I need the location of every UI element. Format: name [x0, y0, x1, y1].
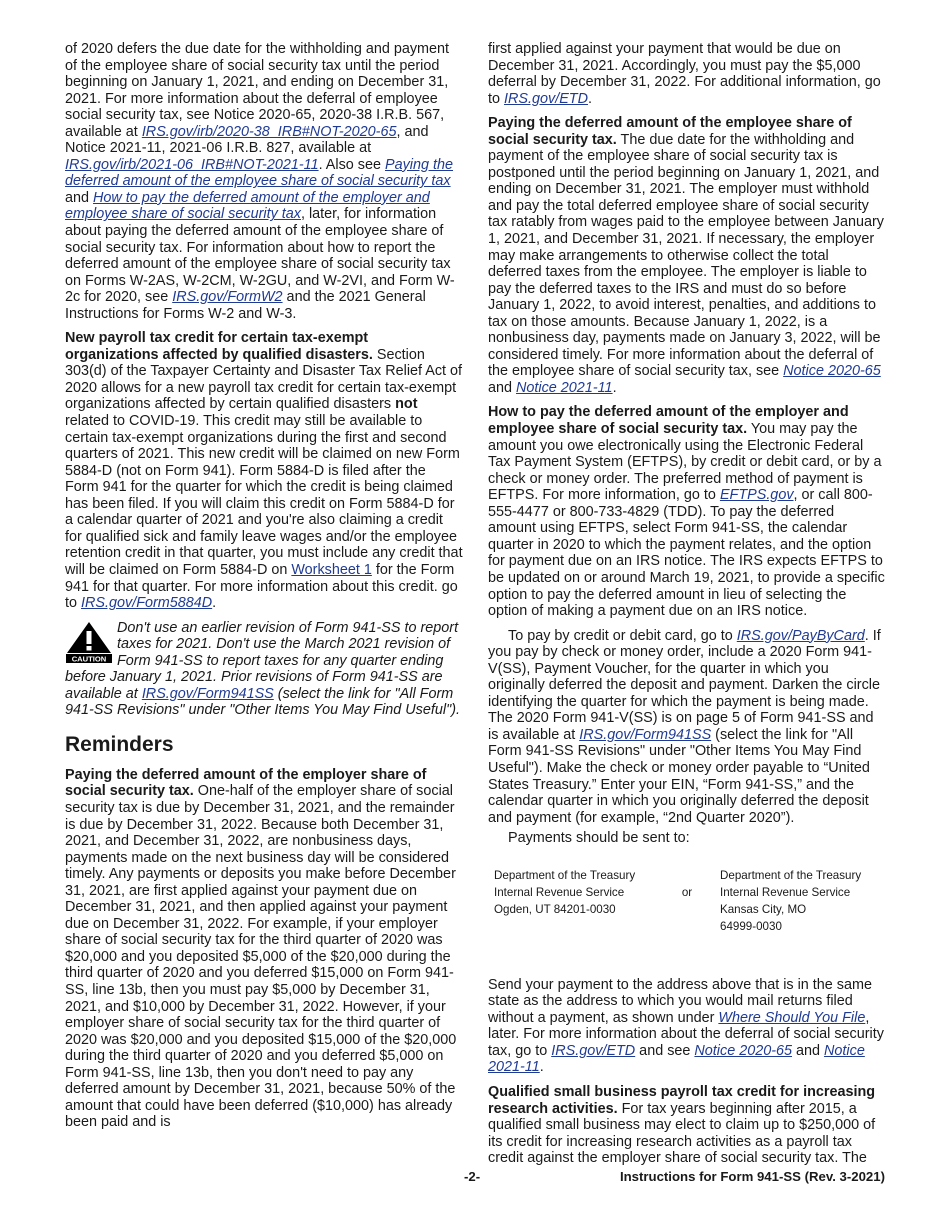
paragraph-credit-card: To pay by credit or debit card, go to IRS.gov/PayByCard. If you pay by check or money order, include a 2020 Form 941-V(SS), Payment Voucher, for the quarter in which you originally deferred the deposit and payment. Darken the circle identifying the quarter for which the payment is being made. The 2020 Form 941-V(SS) is on page 5 of Form 941-SS and is available at IRS.gov/Form941SS (select the link for "All Form 941-SS Revisions" under "Other Items You May Find Useful"). Make the check or money order payable to “United States Treasury.” Enter your EIN, “Form 941-SS,” and the calendar quarter in which you originally deferred the deposit and payment (for example, “2nd Quarter 2020”).	[488, 627, 881, 826]
paragraph-heading: Qualified small business payroll tax credit for increasing research activities.	[488, 1083, 876, 1117]
paragraph-employee-share: Paying the deferred amount of the employee share of social security tax. The due date for the withholding and payment of the employee share of social security tax is postponed until the period beginning on January 1, 2021, and ending on December 31, 2021. The employer must withhold and pay the total deferred employee share of social security tax ratably from wages paid to the employee between January 1, 2021, and December 31, 2021. If necessary, the employer may make arrangements to otherwise collect the total deferred taxes from the employee. The employer is liable to pay the deferred taxes to the IRS and must do so before January 1, 2022, to avoid interest, penalties, and additions to tax on those amounts. Because January 1, 2022, is a nonbusiness day, payments made on January 3, 2022, will be considered timely. For more information about the deferral of the employee share of social security tax, see Notice 2020-65 and Notice 2021-11.	[488, 115, 884, 396]
left-column	[65, 41, 463, 1139]
link-irs-form5884d[interactable]: IRS.gov/Form5884D	[81, 595, 213, 612]
paragraph-send-payment: Send your payment to the address above that is in the same state as the address to which you would mail returns filed without a payment, as shown under Where Should You File, later. For more information about the deferral of social security tax, go to IRS.gov/ETD and see Notice 2020-65 and Notice 2021-11.	[488, 976, 884, 1076]
link-notice-2021-11[interactable]: Notice 2021-11	[516, 379, 613, 396]
link-where-should-you-file[interactable]: Where Should You File	[718, 1009, 866, 1026]
link-irs-etd[interactable]: IRS.gov/ETD	[504, 90, 588, 107]
paragraph-how-to-pay: How to pay the deferred amount of the employer and employee share of social security tax. You may pay the amount you owe electronically using the Electronic Federal Tax Payment System (EFTPS), by credit or debit card, or by a check or money order. The preferred method of payment is EFTPS. For more information, go to EFTPS.gov, or call 800-555-4477 or 800-733-4829 (TDD). To pay the deferred amount using EFTPS, select Form 941-SS, the calendar quarter in 2020 to which the payment relates, and the option for payment due on an IRS notice. The IRS expects EFTPS to be updated on or around March 19, 2021, to provide a specific option to pay the deferred amount in lieu of selecting the option of making a payment due on an IRS notice.	[488, 404, 885, 620]
paragraph-employer-share: Paying the deferred amount of the employer share of social security tax. One-half of the employer share of social security tax is due by December 31, 2021, and the remainder is due by December 31, 2022. Because both December 31, 2021, and December 31, 2022, are nonbusiness days, payments made on the next business day will be considered timely. Any payments or deposits you make before December 31, 2021, are first applied against your payment due on December 31, 2021, and then applied against your payment due on December 31, 2022. For example, if your employer share of social security tax for the third quarter of 2020 was $20,000 and you deposited $5,000 of the $20,000 during the third quarter of 2020 and you deferred $15,000 on Form 941-SS, line 13b, then you must pay $5,000 by December 31, 2021, and $10,000 by December 31, 2022. However, if your employer share of social security tax for the third quarter of 2020 was $20,000 and you deposited $15,000 of the $20,000 during the third quarter of 2020 and you deferred $5,000 on Form 941-SS, line 13b, then you don't need to pay any deferred amount by December 31, 2021, because 50% of the amount that could have been deferred ($10,000) has already been paid and is	[65, 766, 457, 1131]
link-notice-2020-65[interactable]: Notice 2020-65	[783, 363, 881, 380]
mailing-addresses	[494, 867, 880, 935]
paragraph-new-payroll-credit: New payroll tax credit for certain tax-exempt organizations affected by qualified disasters. Section 303(d) of the Taxpayer Certainty and Disaster Tax Relief Act of 2020 allows for a new payroll tax credit for certain tax-exempt organizations affected by certain qualified disasters not related to COVID-19. This credit may still be available to certain tax-exempt organizations during the first and second quarters of 2021. This new credit will be claimed on new Form 5884-D (not on Form 941). Form 5884-D is filed after the Form 941 for the quarter for which the credit is being claimed has been filed. If you will claim this credit on Form 5884-D for a calendar quarter of 2021 and you're also claiming a credit for qualified sick and family leave wages and/or the employee retention credit in that quarter, you must include any credit that will be claimed on Form 5884-D on Worksheet 1 for the Form 941 for that quarter. For more information about this credit. go to IRS.gov/Form5884D.	[65, 330, 463, 612]
link-worksheet-1[interactable]: Worksheet 1	[291, 561, 372, 578]
address-ogden: Department of the Treasury Internal Revenue Service Ogden, UT 84201-0030	[494, 868, 636, 916]
link-irs-etd-2[interactable]: IRS.gov/ETD	[551, 1042, 636, 1059]
link-irs-form941ss[interactable]: IRS.gov/Form941SS	[141, 685, 274, 702]
link-eftps[interactable]: EFTPS.gov	[719, 487, 794, 504]
caution-icon	[65, 620, 113, 664]
paragraph-research-credit: Qualified small business payroll tax credit for increasing research activities. For tax years beginning after 2015, a qualified small business may elect to claim up to $250,000 of its credit for increasing research activities as a payroll tax credit against the employer share of social security tax. The	[488, 1083, 876, 1167]
link-irs-formw2[interactable]: IRS.gov/FormW2	[172, 289, 283, 306]
link-notice-2021-11-2[interactable]: Notice 2021-11	[488, 1042, 865, 1076]
address-kansas-city: Department of the Treasury Internal Revenue Service Kansas City, MO 64999-0030	[720, 868, 862, 933]
paragraph-applied-against: first applied against your payment that would be due on December 31, 2021. Accordingly, you must pay the $5,000 deferral by December 31, 2022. For additional information, go to IRS.gov/ETD.	[488, 41, 881, 107]
link-paybycard[interactable]: IRS.gov/PayByCard	[736, 627, 865, 644]
page-number: -2-	[464, 1169, 481, 1184]
paragraph-heading: New payroll tax credit for certain tax-exempt organizations affected by qualified disasters.	[65, 330, 373, 363]
paragraph-deferral-intro: of 2020 defers the due date for the withholding and payment of the employee share of social security tax until the period beginning on January 1, 2021, and ending on December 31, 2021. For more information about the deferral of employee social security tax, see Notice 2020-65, 2020-38 I.R.B. 567, available at IRS.gov/irb/2020-38_IRB#NOT-2020-65, and Notice 2021-11, 2021-06 I.R.B. 827, available at IRS.gov/irb/2021-06_IRB#NOT-2021-11. Also see Paying the deferred amount of the employee share of social security tax and How to pay the deferred amount of the employer and employee share of social security tax, later, for information about paying the deferred amount of the employee share of social security tax. For information about how to report the deferred amount of the employee share of social security tax on Forms W-2AS, W-2CM, W-2GU, and W-2VI, and Form W-2c for 2020, see IRS.gov/FormW2 and the 2021 General Instructions for Forms W-2 and W-3.	[65, 41, 455, 322]
link-how-to-pay[interactable]: How to pay the deferred amount of the employer and employee share of social security tax	[65, 189, 430, 223]
link-paying-employee-share[interactable]: Paying the deferred amount of the employee share of social security tax	[65, 156, 453, 190]
link-irs-form941ss-2[interactable]: IRS.gov/Form941SS	[579, 726, 712, 743]
right-column	[488, 41, 886, 1175]
reminders-heading: Reminders	[65, 732, 174, 756]
address-or: or	[681, 885, 693, 899]
paragraph-payments-sent: Payments should be sent to:	[508, 830, 690, 847]
caution-icon-label: CAUTION	[71, 654, 107, 664]
caution-note: CAUTION Don't use an earlier revision of Form 941-SS to report taxes for 2021. Don't use the March 2021 revision of Form 941-SS to report taxes for any quarter ending before January 1, 2021. Prior revisions of Form 941-SS are available at IRS.gov/Form941SS (select the link for "All Form 941-SS Revisions" under "Other Items You May Find Useful").	[65, 619, 460, 719]
link-irb-2020-38[interactable]: IRS.gov/irb/2020-38_IRB#NOT-2020-65	[141, 123, 397, 140]
form-title: Instructions for Form 941-SS (Rev. 3-2021)	[619, 1169, 885, 1184]
paragraph-heading: How to pay the deferred amount of the employer and employee share of social security tax.	[488, 404, 849, 438]
paragraph-heading: Paying the deferred amount of the employer share of social security tax.	[65, 766, 427, 800]
paragraph-heading: Paying the deferred amount of the employee share of social security tax.	[488, 115, 852, 148]
link-notice-2020-65-2[interactable]: Notice 2020-65	[694, 1042, 793, 1059]
link-irb-2021-06[interactable]: IRS.gov/irb/2021-06_IRB#NOT-2021-11	[65, 156, 319, 173]
